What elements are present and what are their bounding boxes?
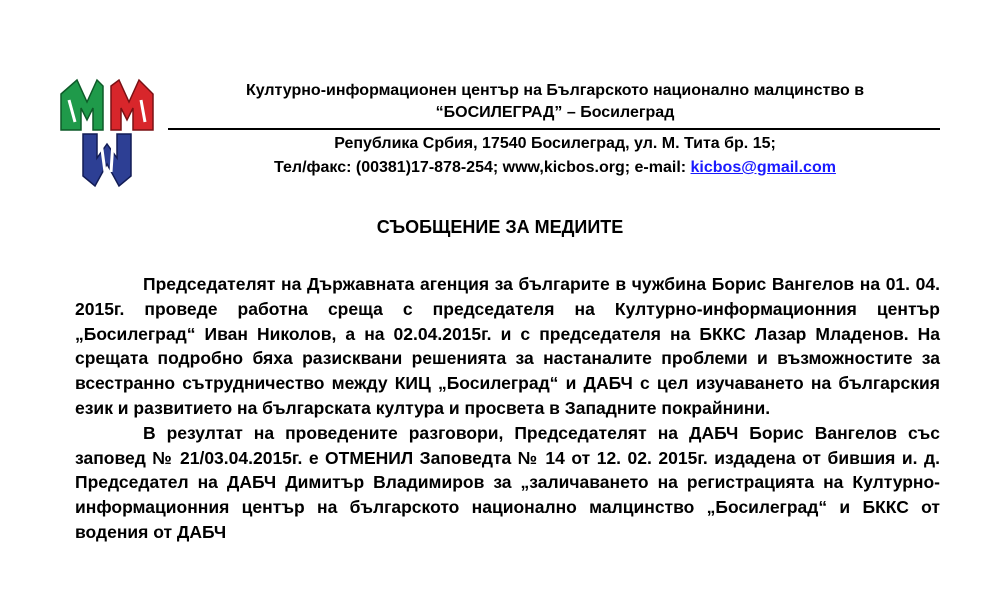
page-title: СЪОБЩЕНИЕ ЗА МЕДИИТЕ (376, 217, 624, 237)
org-address: Република Србия, 17540 Босилеград, ул. М. Тита бр. 15; (334, 135, 776, 152)
body-text (75, 272, 940, 545)
header-divider (168, 128, 940, 130)
kic-logo (55, 72, 160, 190)
contact-prefix: Тел/факс: (00381)17-878-254; www,kicbos.org; e-mail: (274, 159, 691, 176)
org-contact (170, 159, 940, 177)
org-name-line2: “БОСИЛЕГРАД” – Босилеград (435, 104, 675, 121)
org-name-line1: Културно-информационен център на Българското национално малцинство в (245, 82, 865, 99)
logo-blue-m (83, 134, 131, 186)
logo-green-m (61, 80, 103, 130)
paragraph-2: В резултат на проведените разговори, Председателят на ДАБЧ Борис Вангелов със заповед № 21/03.04.2015г. е ОТМЕНИЛ Заповедта № 14 от 12. 02. 2015г. издадена от бившия и. д. Председател на ДАБЧ Димитър Владимиров за „заличаването на регистрацията на Културно-информационния център на българското национално малцинство „Босилеград“ и БККС от водения от ДАБЧ (75, 422, 940, 542)
email-link[interactable]: kicbos@gmail.com (690, 159, 836, 176)
paragraph-1: Председателят на Държавната агенция за българите в чужбина Борис Вангелов на 01. 04. 2015г. проведе работна среща с председателя на Културно-информационния център „Босилеград“ Иван Николов, а на 02.04.2015г. и с председателя на БККС Лазар Младенов. На срещата подробно бяха разисквани решенията за настаналите проблеми и възможностите за всестранно сътрудничество между КИЦ „Босилеград“ и ДАБЧ с цел изучаването на българския език и развитието на българската култура и просвета в Западните покрайнини. (75, 274, 940, 418)
logo-red-m (111, 80, 153, 130)
